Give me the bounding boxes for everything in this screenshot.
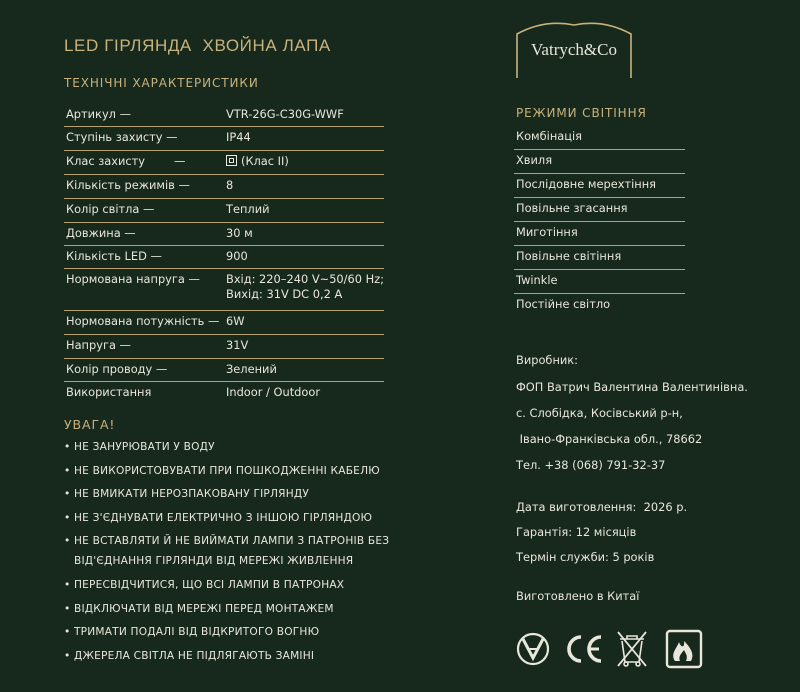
mode-item: Послідовне мерехтіння [514,174,685,198]
ce-mark-icon [569,637,601,661]
manufacturer-address-line2: Івано-Франківська обл., 78662 [516,432,703,446]
class-ii-icon [226,155,237,166]
spec-row-led-count: Кількість LED — 900 [64,246,384,269]
country-of-origin: Виготовлено в Китаї [516,589,640,603]
mode-item: Комбінація [514,126,685,150]
spec-row-light-color: Колір світла — Теплий [64,199,384,223]
brand-logo [514,18,634,80]
manufacturer-phone: Тел. +38 (068) 791-32-37 [516,458,666,472]
warning-item: • НЕ ВМИКАТИ НЕРОЗПАКОВАНУ ГІРЛЯНДУ [64,488,310,501]
product-title: LED ГІРЛЯНДА ХВОЙНА ЛАПА [64,36,331,55]
warning-item: • ТРИМАТИ ПОДАЛІ ВІД ВІДКРИТОГО ВОГНЮ [64,626,320,639]
specs-heading: ТЕХНІЧНІ ХАРАКТЕРИСТИКИ [64,76,259,90]
warning-item: • ВІДКЛЮЧАТИ ВІД МЕРЕЖІ ПЕРЕД МОНТАЖЕМ [64,602,334,615]
mode-item: Повільне згасання [514,198,685,222]
warranty-period: Гарантія: 12 місяців [516,525,637,539]
spec-row-article: Артикул — VTR-26G-C30G-WWF [64,104,384,127]
manufacturer-address-line1: с. Слобідка, Косівський р-н, [516,406,683,420]
certification-marks [515,628,705,670]
spec-row-length: Довжина — 30 м [64,223,384,246]
warning-item: • ПЕРЕСВІДЧИТИСЯ, ЩО ВСІ ЛАМПИ В ПАТРОНАХ [64,578,345,591]
manufacturer-name: ФОП Ватрич Валентина Валентинівна. [516,380,748,394]
warning-item: • НЕ З'ЄДНУВАТИ ЕЛЕКТРИЧНО З ІНШОЮ ГІРЛЯНДОЮ [64,511,373,524]
spec-row-protection-class: Клас захисту — (Клас II) [64,151,384,175]
modes-list [514,126,685,317]
specs-table [64,104,384,405]
warning-item: • НЕ ЗАНУРЮВАТИ У ВОДУ [64,441,215,453]
warning-item: • НЕ ВИКОРИСТОВУВАТИ ПРИ ПОШКОДЖЕННІ КАБЕЛЮ [64,464,380,477]
warnings-list [64,440,394,672]
ua-conformity-icon [518,634,548,664]
spec-row-voltage: Напруга — 31V [64,335,384,359]
warning-heading: УВАГА! [64,417,116,432]
brand-name: Vatrych&Co [531,40,617,59]
mode-item: Миготіння [514,222,685,246]
mode-item: Повільне світіння [514,246,685,270]
spec-row-rated-voltage: Нормована напруга — Вхід: 220–240 V~50/60 Hz; Вихід: 31V DC 0,2 А [64,269,384,311]
flammable-icon [667,631,701,667]
mode-item: Twinkle [514,270,685,294]
weee-bin-icon [618,632,646,666]
production-date: Дата виготовлення: 2026 р. [516,500,688,514]
warning-item: • ДЖЕРЕЛА СВІТЛА НЕ ПІДЛЯГАЮТЬ ЗАМІНІ [64,649,315,662]
spec-row-protection-degree: Ступінь захисту — IP44 [64,127,384,151]
modes-heading: РЕЖИМИ СВІТІННЯ [516,106,647,120]
mode-item: Хвиля [514,150,685,174]
warning-item: • НЕ ВСТАВЛЯТИ Й НЕ ВИЙМАТИ ЛАМПИ З ПАТРОНІВ БЕЗ [64,535,390,548]
spec-row-wire-color: Колір проводу — Зелений [64,359,384,382]
warning-item-continuation: ВІД'ЄДНАННЯ ГІРЛЯНДИ ВІД МЕРЕЖІ ЖИВЛЕННЯ [74,555,354,568]
spec-row-rated-power: Нормована потужність — 6W [64,311,384,335]
service-life: Термін служби: 5 років [516,550,655,564]
spec-row-usage: Використання Indoor / Outdoor [66,385,321,399]
manufacturer-label: Виробник: [516,353,579,367]
mode-item: Постійне світло [516,297,611,311]
spec-row-modes-count: Кількість режимів — 8 [64,175,384,199]
